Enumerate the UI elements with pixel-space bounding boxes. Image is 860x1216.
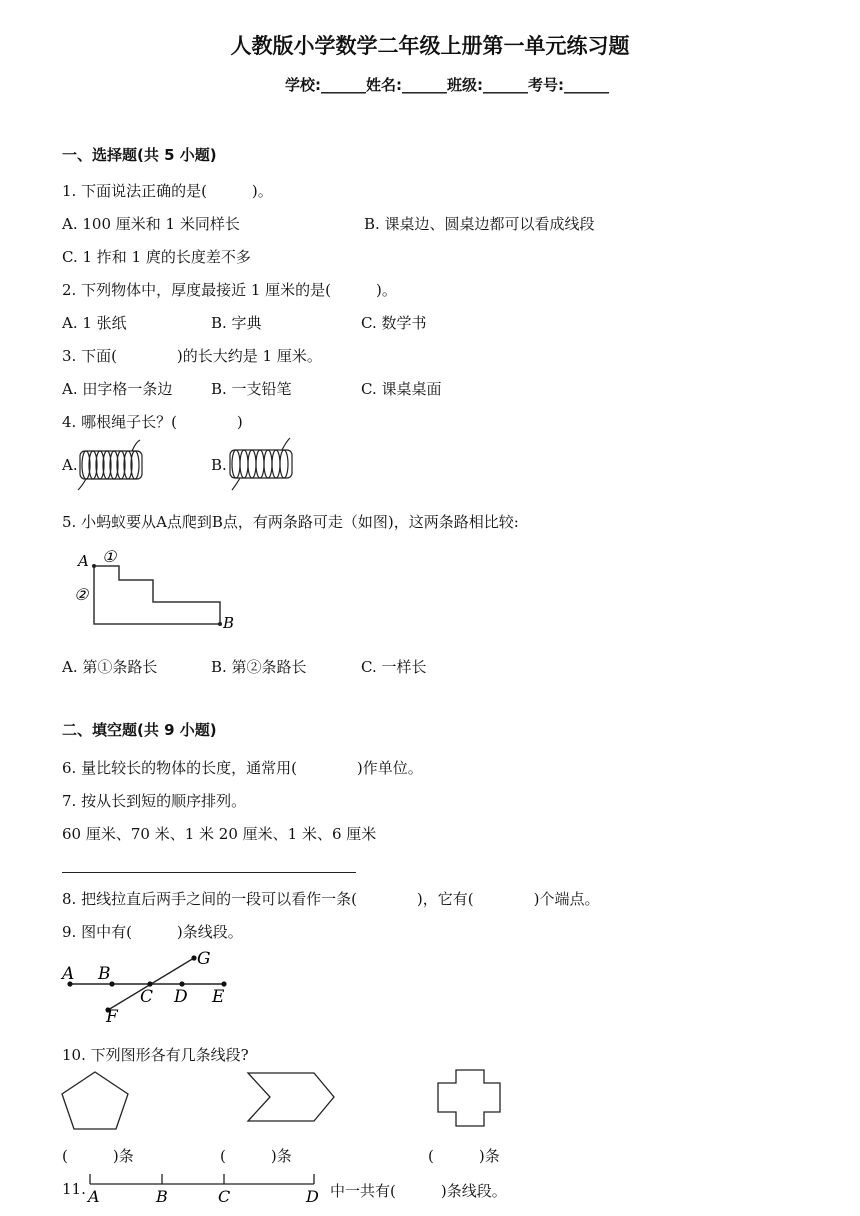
fig9-label-a: A [62, 964, 75, 984]
q10-blank-2: ( )条 [220, 1147, 292, 1165]
q10-blank-1: ( )条 [62, 1147, 134, 1165]
fig11-label-a: A [88, 1187, 100, 1206]
q5-stem: 5. 小蚂蚁要从A点爬到B点，有两条路可走（如图)，这两条路相比较: [62, 513, 519, 531]
q1-stem: 1. 下面说法正确的是( )。 [62, 182, 273, 200]
q7-answer-line [62, 872, 356, 873]
cross-shape [434, 1066, 506, 1130]
fig9-label-g: G [197, 949, 211, 969]
segment-abcd-figure [84, 1168, 324, 1208]
q2-option-b: B. 字典 [211, 314, 262, 332]
q11-stem: 中一共有( )条线段。 [330, 1182, 507, 1200]
fig9-label-e: E [212, 987, 225, 1007]
q11-number: 11. [62, 1180, 86, 1198]
page-title: 人教版小学数学二年级上册第一单元练习题 [230, 34, 630, 58]
route-1-label: ① [102, 547, 117, 566]
q9-stem: 9. 图中有( )条线段。 [62, 923, 243, 941]
fig11-label-d: D [306, 1187, 319, 1206]
section-2-heading: 二、填空题(共 9 小题) [62, 721, 217, 739]
q4-stem: 4. 哪根绳子长？( ) [62, 413, 243, 431]
pentagon-shape [58, 1068, 132, 1132]
q1-option-b: B. 课桌边、圆桌边都可以看成线段 [364, 215, 595, 233]
q5-option-a: A. 第①条路长 [62, 658, 158, 676]
q4-option-b: B. [211, 456, 227, 474]
q1-option-a: A. 100 厘米和 1 米同样长 [62, 215, 240, 233]
q3-option-a: A. 田字格一条边 [62, 380, 173, 398]
q8-stem: 8. 把线拉直后两手之间的一段可以看作一条( )，它有( )个端点。 [62, 890, 600, 908]
ant-point-b-label: B [223, 614, 235, 632]
q7-items: 60 厘米、70 米、1 米 20 厘米、1 米、6 厘米 [62, 825, 377, 843]
q1-option-c: C. 1 拃和 1 庹的长度差不多 [62, 248, 251, 266]
fig9-label-f: F [106, 1007, 118, 1024]
ant-path-figure [72, 544, 242, 636]
q2-option-a: A. 1 张纸 [62, 314, 127, 332]
fig9-label-d: D [174, 987, 188, 1007]
q3-option-b: B. 一支铅笔 [211, 380, 292, 398]
q7-stem: 7. 按从长到短的顺序排列。 [62, 792, 247, 810]
fig9-label-c: C [140, 987, 154, 1007]
q6-stem: 6. 量比较长的物体的长度，通常用( )作单位。 [62, 759, 423, 777]
fig11-label-b: B [156, 1187, 168, 1206]
student-info-line: 学校:______姓名:______班级:______考号:______ [285, 76, 609, 94]
q3-stem: 3. 下面( )的长大约是 1 厘米。 [62, 347, 322, 365]
ant-point-a-label: A [78, 552, 89, 570]
route-2-label: ② [74, 585, 89, 604]
q2-stem: 2. 下列物体中，厚度最接近 1 厘米的是( )。 [62, 281, 397, 299]
q2-option-c: C. 数学书 [361, 314, 427, 332]
rope-coil-b-image [226, 436, 298, 492]
section-1-heading: 一、选择题(共 5 小题) [62, 146, 217, 164]
q4-option-a: A. [62, 456, 78, 474]
fig11-label-c: C [218, 1187, 231, 1206]
chevron-shape [244, 1070, 338, 1126]
rope-coil-a-image [76, 438, 148, 492]
q3-option-c: C. 课桌桌面 [361, 380, 442, 398]
q5-option-c: C. 一样长 [361, 658, 427, 676]
line-segments-figure [58, 948, 238, 1024]
fig9-label-b: B [98, 964, 111, 984]
q5-option-b: B. 第②条路长 [211, 658, 307, 676]
q10-blank-3: ( )条 [428, 1147, 500, 1165]
q10-stem: 10. 下列图形各有几条线段? [62, 1046, 249, 1064]
